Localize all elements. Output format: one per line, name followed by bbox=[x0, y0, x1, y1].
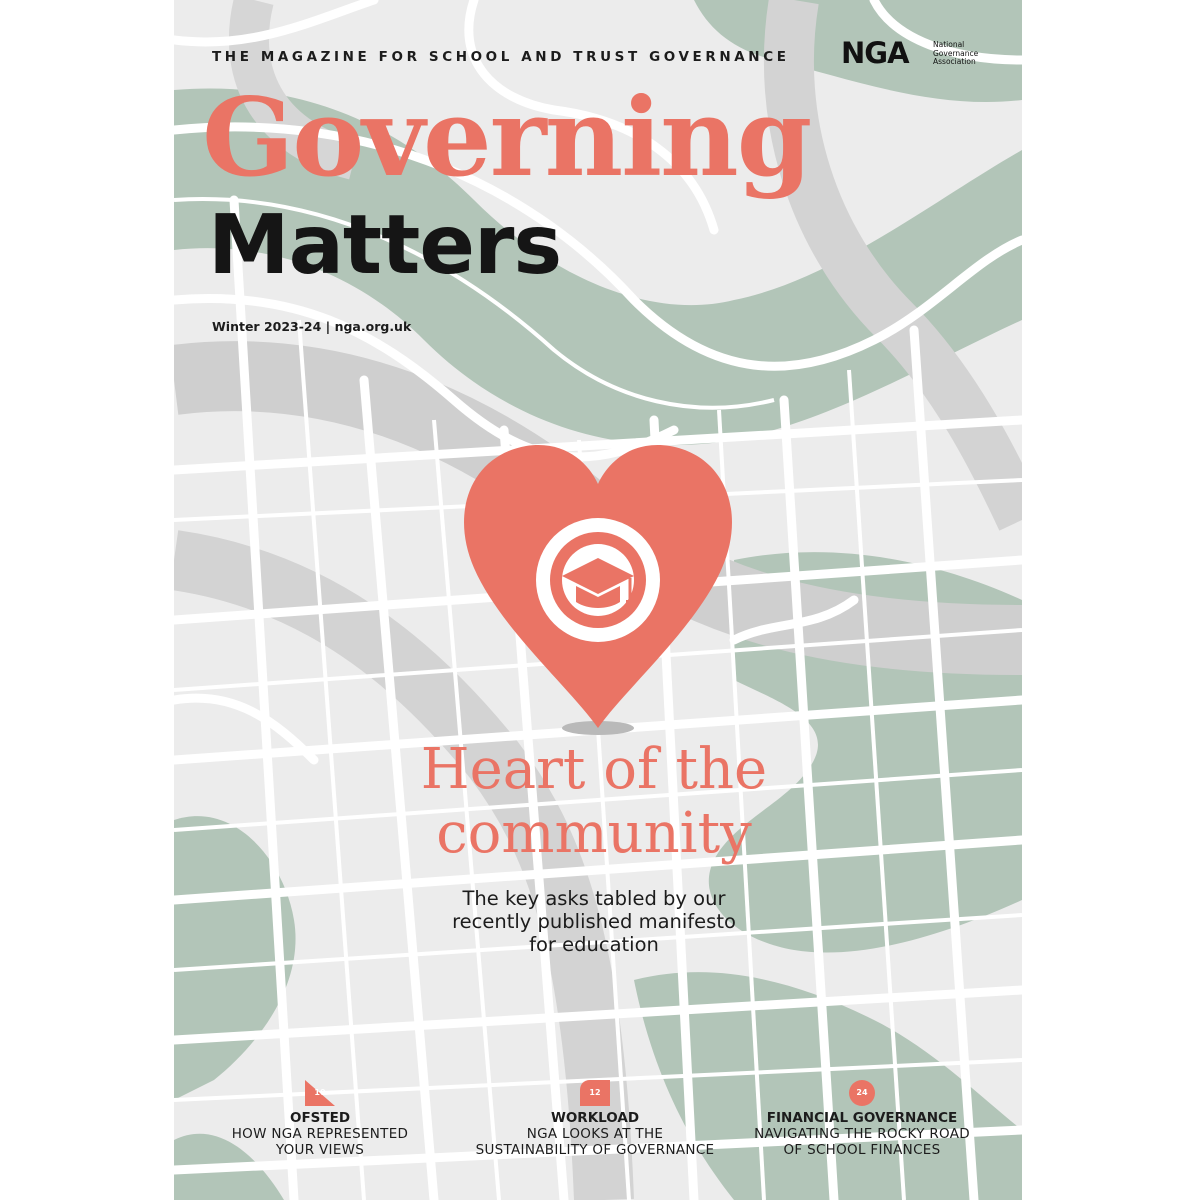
cover-subheading-line-1: The key asks tabled by our bbox=[462, 887, 726, 910]
cover-subheading-line-2: recently published manifesto bbox=[452, 910, 736, 933]
cover-subheading-line-3: for education bbox=[529, 933, 659, 956]
teaser-desc-line-1: HOW NGA REPRESENTED bbox=[231, 1126, 409, 1142]
logo-text-line-3: Association bbox=[933, 57, 976, 67]
cover-headline-line-2: community bbox=[436, 801, 752, 866]
logo-text-line-1: National bbox=[933, 40, 965, 49]
teaser-ofsted bbox=[210, 1080, 430, 1158]
teaser-desc-line-1: NAVIGATING THE ROCKY ROAD bbox=[754, 1126, 970, 1142]
issue-info: Winter 2023-24 | nga.org.uk bbox=[212, 319, 412, 334]
teaser-desc-line-2: YOUR VIEWS bbox=[275, 1142, 365, 1158]
nga-logo-text bbox=[933, 41, 1003, 67]
cover-headline-line-1: Heart of the bbox=[420, 737, 768, 802]
teaser-title: WORKLOAD bbox=[550, 1110, 640, 1126]
teaser-financial-governance bbox=[734, 1080, 990, 1158]
page-badge bbox=[305, 1080, 335, 1106]
cover-headline bbox=[304, 738, 884, 866]
teaser-desc-line-2: SUSTAINABILITY OF GOVERNANCE bbox=[475, 1142, 715, 1158]
graduation-cap-icon bbox=[536, 518, 660, 642]
page-badge bbox=[580, 1080, 610, 1106]
magazine-title-line-1: Governing bbox=[202, 75, 811, 201]
nga-logo-mark: NGA bbox=[841, 36, 909, 70]
nga-logo bbox=[841, 38, 1001, 72]
teaser-title: FINANCIAL GOVERNANCE bbox=[766, 1110, 958, 1126]
magazine-tagline: THE MAGAZINE FOR SCHOOL AND TRUST GOVERNANCE bbox=[212, 49, 790, 65]
teaser-workload bbox=[450, 1080, 740, 1158]
magazine-cover bbox=[174, 0, 1022, 1200]
magazine-title-line-2: Matters bbox=[208, 198, 562, 293]
teaser-desc-line-1: NGA LOOKS AT THE bbox=[526, 1126, 664, 1142]
teaser-title: OFSTED bbox=[289, 1110, 351, 1126]
page-number: 12 bbox=[589, 1088, 601, 1097]
page-number: 24 bbox=[856, 1088, 868, 1097]
teaser-desc-line-2: OF SCHOOL FINANCES bbox=[783, 1142, 941, 1158]
logo-text-line-2: Governance bbox=[933, 48, 979, 58]
heart-map-pin bbox=[460, 438, 736, 738]
cover-subheading bbox=[354, 887, 834, 956]
page-badge bbox=[847, 1080, 877, 1106]
page-number: 10 bbox=[314, 1088, 326, 1097]
